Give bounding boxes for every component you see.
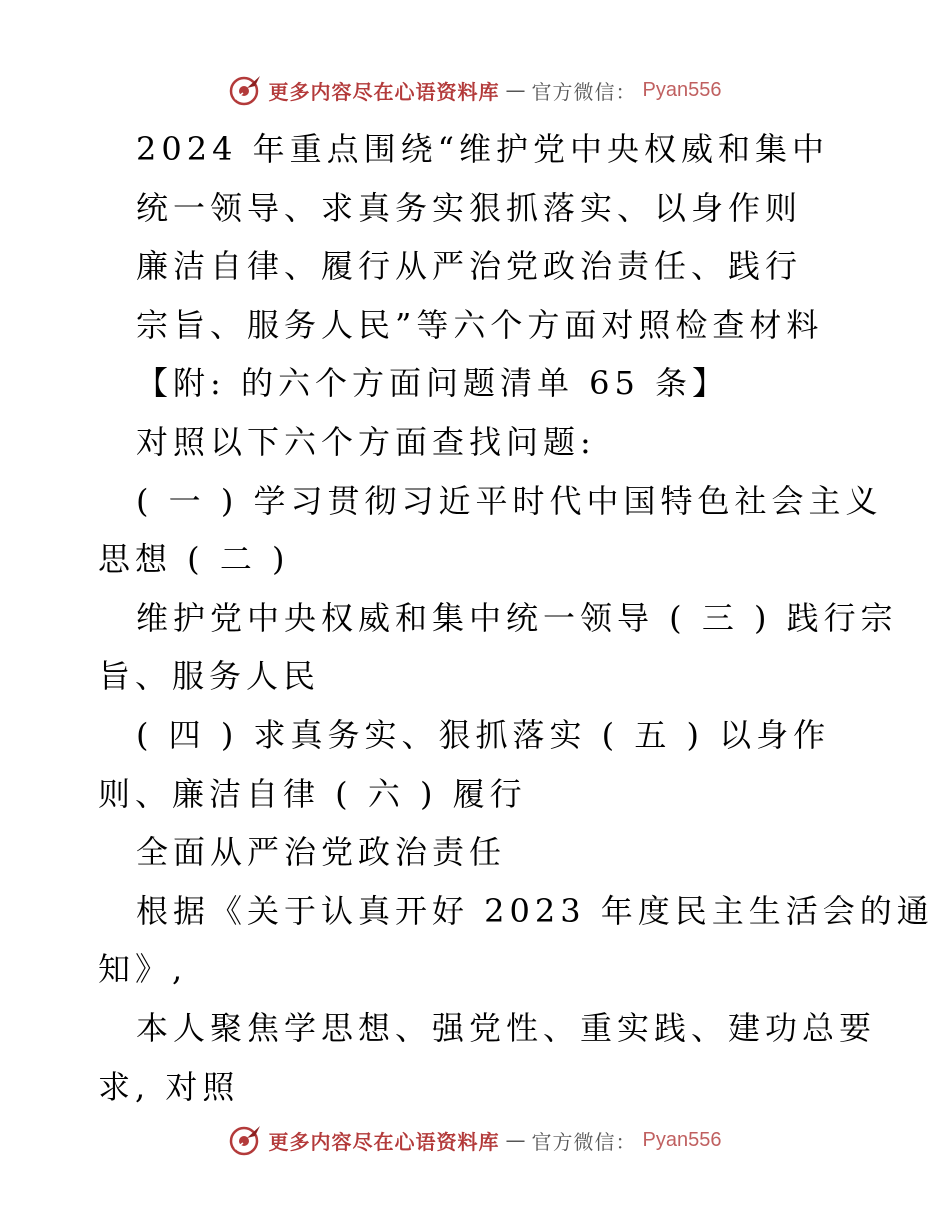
- quill-logo-icon: [229, 1123, 263, 1157]
- title-line-1: 2024 年重点围绕“维护党中央权威和集中: [136, 130, 829, 168]
- watermark-separator: —: [505, 1128, 526, 1152]
- appendix-note: 【附: 的六个方面问题清单 65 条】: [136, 364, 730, 403]
- footer-watermark: [0, 1120, 950, 1160]
- watermark-separator: —: [505, 78, 526, 102]
- paragraph-line: 则、廉洁自律 ( 六 ) 履行: [98, 774, 527, 813]
- watermark-wechat-label: 官方微信：: [531, 1129, 637, 1154]
- paragraph-line: ( 四 ) 求真务实、狠抓落实 ( 五 ) 以身作: [136, 715, 831, 754]
- paragraph-line: 根据《关于认真开好 2023 年度民主生活会的通: [136, 891, 934, 930]
- watermark-main-text: 更多内容尽在心语资料库: [268, 1129, 500, 1154]
- document-body: [98, 120, 934, 1116]
- paragraph-line: 求, 对照: [98, 1067, 240, 1106]
- watermark-main-text: 更多内容尽在心语资料库: [268, 79, 500, 104]
- paragraph-line: 旨、服务人民: [98, 657, 321, 696]
- paragraph-line: 知》,: [98, 950, 188, 989]
- paragraph-line: 对照以下六个方面查找问题:: [136, 422, 596, 461]
- title-line-3: 廉洁自律、履行从严治党政治责任、践行: [136, 247, 803, 286]
- watermark-wechat-id: Pyan556: [642, 1128, 722, 1151]
- paragraph-line: ( 一 ) 学习贯彻习近平时代中国特色社会主义: [136, 481, 883, 520]
- paragraph-line: 维护党中央权威和集中统一领导 ( 三 ) 践行宗: [136, 598, 898, 637]
- header-watermark: [0, 70, 950, 110]
- paragraph-line: 本人聚焦学思想、强党性、重实践、建功总要: [136, 1008, 877, 1047]
- watermark-wechat-id: Pyan556: [642, 78, 722, 101]
- paragraph-line: 思想 ( 二 ): [98, 540, 290, 579]
- paragraph-line: 全面从严治党政治责任: [136, 833, 507, 872]
- title-line-2: 统一领导、求真务实狠抓落实、以身作则: [136, 188, 803, 227]
- quill-logo-icon: [229, 73, 263, 107]
- watermark-wechat-label: 官方微信：: [531, 79, 637, 104]
- title-line-4: 宗旨、服务人民”等六个方面对照检查材料: [136, 305, 824, 344]
